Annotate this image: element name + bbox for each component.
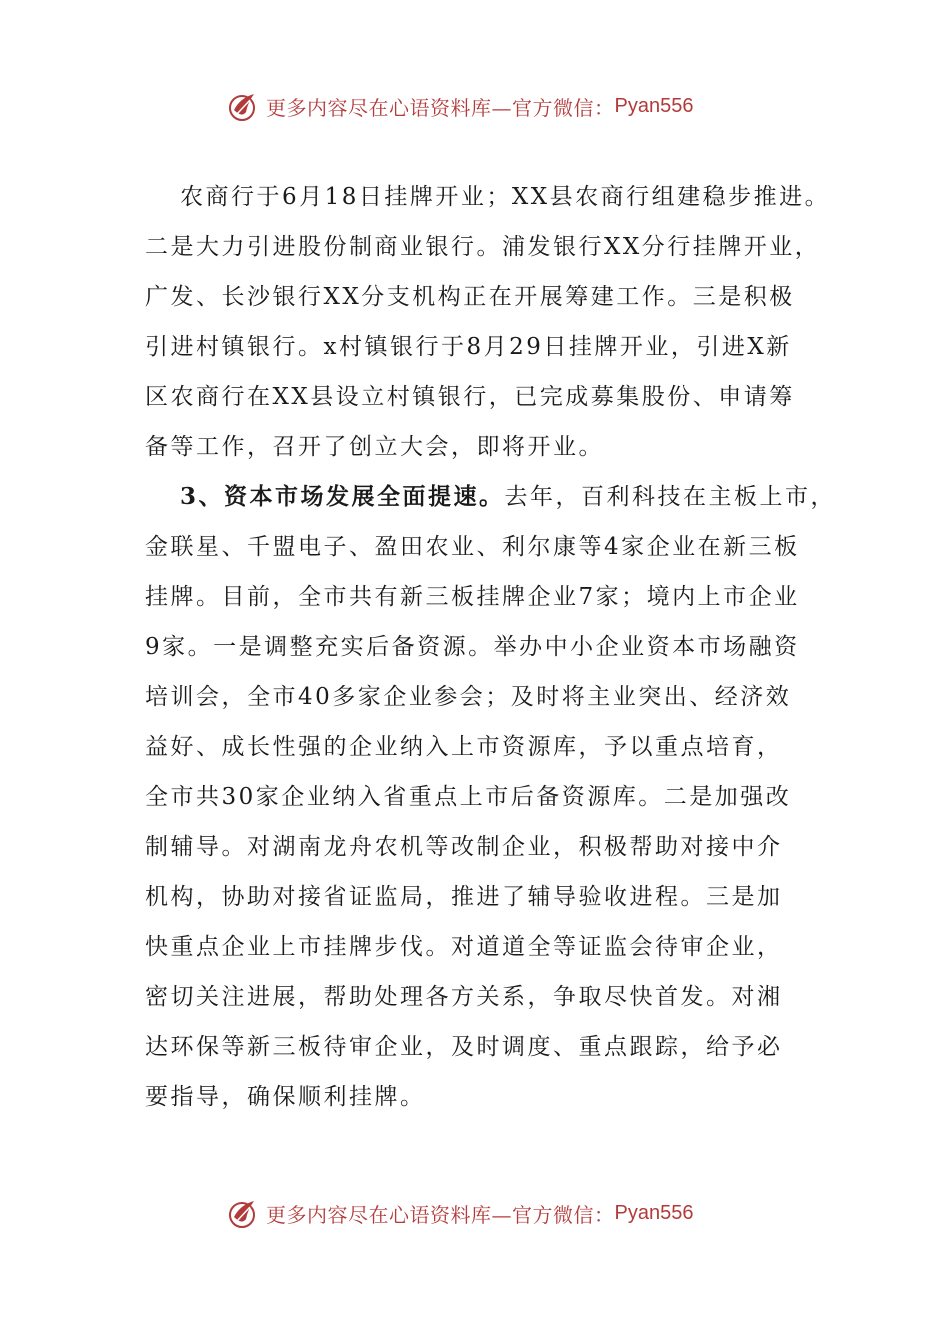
section-3-first-line — [145, 472, 837, 522]
watermark-wechat-id: Pyan556 — [614, 94, 694, 117]
text-line: 区农商行在XX县设立村镇银行，已完成募集股份、申请筹 — [145, 384, 795, 410]
brand-logo-icon — [226, 88, 262, 124]
document-body — [145, 172, 837, 1122]
text-line: 快重点企业上市挂牌步伐。对道道全等证监会待审企业， — [145, 934, 783, 960]
watermark-text: 更多内容尽在心语资料库—官方微信： — [266, 1202, 615, 1227]
text-line: 备等工作，召开了创立大会，即将开业。 — [145, 434, 604, 460]
text-line: 引进村镇银行。x村镇银行于8月29日挂牌开业，引进X新 — [145, 334, 792, 360]
text-line: 机构，协助对接省证监局，推进了辅导验收进程。三是加 — [145, 884, 783, 910]
text-line: 二是大力引进股份制商业银行。浦发银行XX分行挂牌开业， — [145, 234, 821, 260]
text-line: 挂牌。目前，全市共有新三板挂牌企业7家；境内上市企业 — [145, 584, 800, 610]
text-line: 9家。一是调整充实后备资源。举办中小企业资本市场融资 — [145, 634, 800, 660]
watermark-wechat-id: Pyan556 — [614, 1201, 694, 1224]
text-line: 密切关注进展，帮助处理各方关系，争取尽快首发。对湘 — [145, 984, 783, 1010]
brand-logo-icon — [226, 1195, 262, 1231]
text-line: 制辅导。对湖南龙舟农机等改制企业，积极帮助对接中介 — [145, 834, 783, 860]
text-line: 要指导，确保顺利挂牌。 — [145, 1084, 426, 1110]
text-line: 农商行于6月18日挂牌开业；XX县农商行组建稳步推进。 — [180, 184, 831, 210]
watermark-text: 更多内容尽在心语资料库—官方微信： — [266, 95, 615, 120]
text-line: 金联星、千盟电子、盈田农业、利尔康等4家企业在新三板 — [145, 534, 800, 560]
text-line: 益好、成长性强的企业纳入上市资源库，予以重点培育， — [145, 734, 783, 760]
text-line: 广发、长沙银行XX分支机构正在开展筹建工作。三是积极 — [145, 284, 795, 310]
section-3-heading: 3、资本市场发展全面提速。 — [180, 483, 505, 510]
footer-watermark — [226, 1193, 693, 1233]
text-line: 达环保等新三板待审企业，及时调度、重点跟踪，给予必 — [145, 1034, 783, 1060]
section-3-first-line-text: 去年，百利科技在主板上市， — [504, 484, 837, 510]
text-line: 培训会，全市40多家企业参会；及时将主业突出、经济效 — [145, 684, 792, 710]
text-line: 全市共30家企业纳入省重点上市后备资源库。二是加强改 — [145, 784, 792, 810]
header-watermark — [226, 86, 693, 126]
